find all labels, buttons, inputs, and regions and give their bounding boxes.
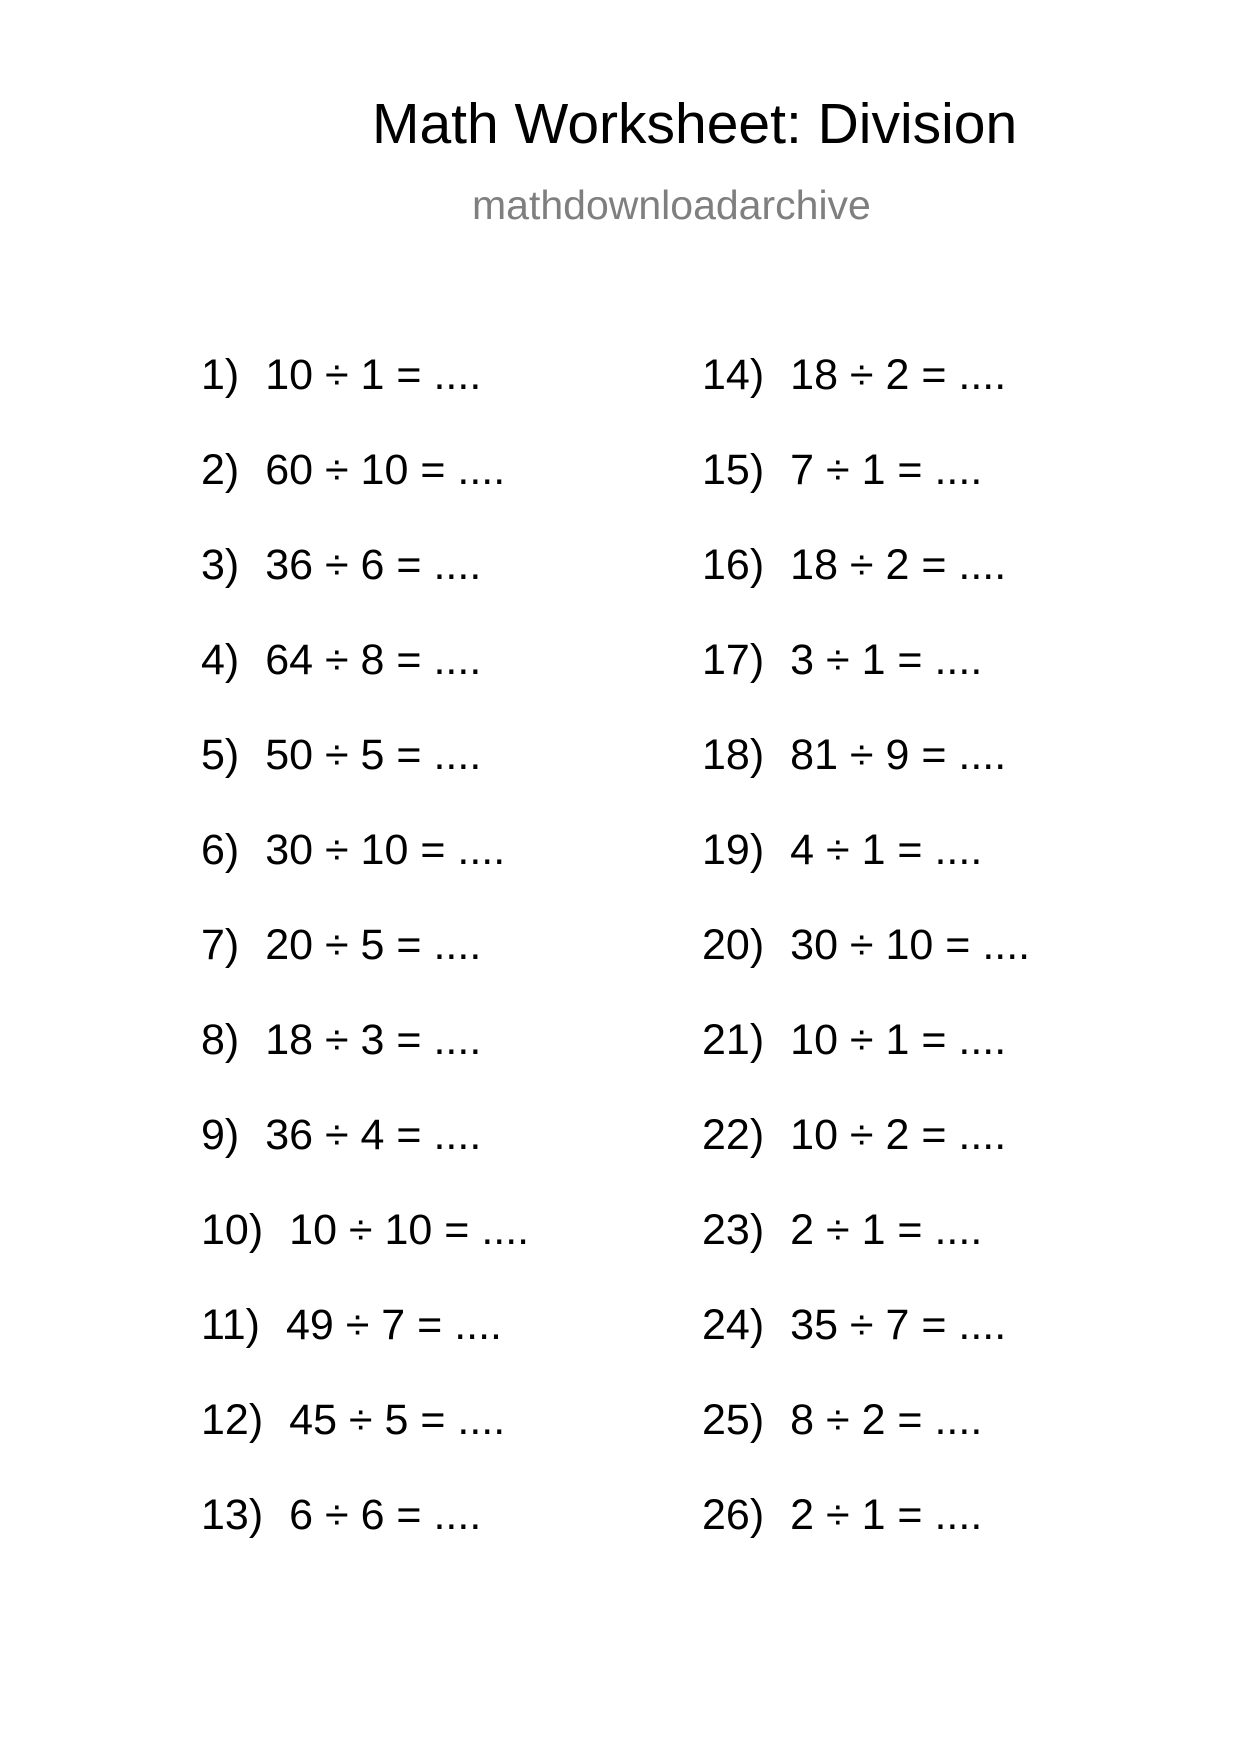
problem-item (702, 635, 1030, 730)
problem-expression: 8 ÷ 2 = .... (790, 1396, 983, 1444)
problem-number: 25) (702, 1396, 765, 1444)
problem-item (201, 1490, 529, 1585)
problem-expression: 3 ÷ 1 = .... (790, 636, 983, 684)
problem-expression: 2 ÷ 1 = .... (790, 1206, 983, 1254)
problem-item (702, 730, 1030, 825)
problem-column-right (702, 350, 1030, 1585)
problem-number: 12) (201, 1396, 264, 1444)
problem-number: 6) (201, 826, 240, 874)
problem-item (702, 1300, 1030, 1395)
problem-number: 9) (201, 1111, 240, 1159)
problem-item (201, 730, 529, 825)
problem-number: 3) (201, 541, 240, 589)
page-subtitle: mathdownloadarchive (472, 182, 871, 228)
problem-item (702, 1490, 1030, 1585)
problem-number: 16) (702, 541, 765, 589)
problem-number: 24) (702, 1301, 765, 1349)
problem-expression: 45 ÷ 5 = .... (289, 1396, 506, 1444)
problem-expression: 81 ÷ 9 = .... (790, 731, 1007, 779)
problem-item (702, 350, 1030, 445)
problem-item (201, 350, 529, 445)
problem-number: 21) (702, 1016, 765, 1064)
problem-expression: 20 ÷ 5 = .... (265, 921, 482, 969)
problem-number: 1) (201, 351, 240, 399)
problem-item (201, 635, 529, 730)
problem-number: 23) (702, 1206, 765, 1254)
problem-number: 13) (201, 1491, 264, 1539)
problem-expression: 6 ÷ 6 = .... (289, 1491, 482, 1539)
problem-expression: 2 ÷ 1 = .... (790, 1491, 983, 1539)
problem-item (201, 1395, 529, 1490)
problem-number: 5) (201, 731, 240, 779)
problem-expression: 60 ÷ 10 = .... (265, 446, 506, 494)
problem-expression: 50 ÷ 5 = .... (265, 731, 482, 779)
problem-item (201, 445, 529, 540)
problem-number: 18) (702, 731, 765, 779)
problem-number: 2) (201, 446, 240, 494)
problem-item (702, 825, 1030, 920)
page-title: Math Worksheet: Division (372, 92, 1018, 156)
problem-number: 15) (702, 446, 765, 494)
problem-item (201, 825, 529, 920)
problem-item (702, 540, 1030, 635)
problem-item (702, 920, 1030, 1015)
problem-expression: 10 ÷ 2 = .... (790, 1111, 1007, 1159)
problem-expression: 30 ÷ 10 = .... (265, 826, 506, 874)
problem-number: 22) (702, 1111, 765, 1159)
problem-item (201, 540, 529, 635)
problem-number: 7) (201, 921, 240, 969)
problem-expression: 30 ÷ 10 = .... (790, 921, 1031, 969)
problem-number: 19) (702, 826, 765, 874)
problem-expression: 64 ÷ 8 = .... (265, 636, 482, 684)
problem-number: 17) (702, 636, 765, 684)
problem-item (702, 1395, 1030, 1490)
problem-item (702, 1110, 1030, 1205)
problem-expression: 10 ÷ 10 = .... (289, 1206, 530, 1254)
problem-expression: 35 ÷ 7 = .... (790, 1301, 1007, 1349)
problem-item (702, 1015, 1030, 1110)
problem-expression: 36 ÷ 4 = .... (265, 1111, 482, 1159)
problem-number: 26) (702, 1491, 765, 1539)
problem-expression: 18 ÷ 2 = .... (790, 541, 1007, 589)
problem-item (201, 1300, 529, 1395)
problem-number: 20) (702, 921, 765, 969)
problem-item (201, 1110, 529, 1205)
problem-expression: 18 ÷ 3 = .... (265, 1016, 482, 1064)
problem-number: 4) (201, 636, 240, 684)
problem-number: 10) (201, 1206, 264, 1254)
problem-expression: 49 ÷ 7 = .... (285, 1301, 502, 1349)
problem-item (702, 1205, 1030, 1300)
problem-item (201, 1015, 529, 1110)
problem-item (201, 920, 529, 1015)
problem-expression: 4 ÷ 1 = .... (790, 826, 983, 874)
problem-number: 14) (702, 351, 765, 399)
problem-expression: 10 ÷ 1 = .... (790, 1016, 1007, 1064)
problem-item (201, 1205, 529, 1300)
problem-item (702, 445, 1030, 540)
problem-expression: 7 ÷ 1 = .... (790, 446, 983, 494)
problem-expression: 18 ÷ 2 = .... (790, 351, 1007, 399)
problem-number: 11) (201, 1301, 260, 1349)
problem-number: 8) (201, 1016, 240, 1064)
problem-expression: 36 ÷ 6 = .... (265, 541, 482, 589)
problem-column-left (201, 350, 529, 1585)
problem-expression: 10 ÷ 1 = .... (265, 351, 482, 399)
